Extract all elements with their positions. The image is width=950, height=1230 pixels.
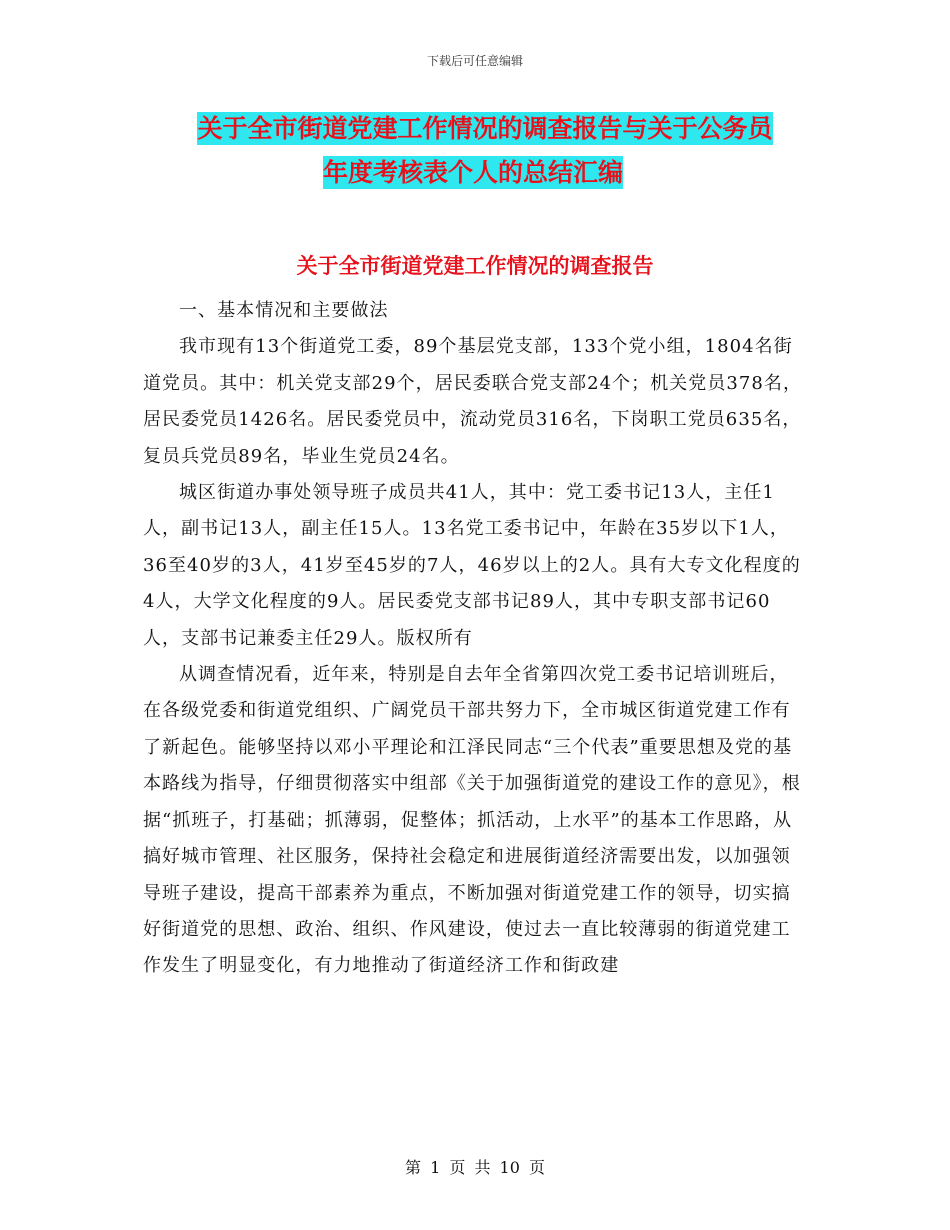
title-line-2-text: 年度考核表个人的总结汇编 <box>322 158 623 187</box>
document-title-line-2 <box>0 156 948 190</box>
document-body <box>143 293 803 985</box>
document-title-line-1 <box>10 112 950 146</box>
paragraph: 城区街道办事处领导班子成员共41人，其中：党工委书记13人，主任1人，副书记13人，副主任15人。13名党工委书记中，年龄在35岁以下1人，36至40岁的3人，41岁至45岁的7人，46岁以上的2人。具有大专文化程度的4人，大学文化程度的9人。居民委党支部书记89人，其中专职支部书记60人，支部书记兼委主任29人。版权所有 <box>143 482 801 649</box>
section-title: 关于全市街道党建工作情况的调查报告 <box>296 253 654 278</box>
page-header: 下载后可任意编辑 <box>426 54 523 68</box>
page-footer: 第 1 页 共 10 页 <box>405 1158 545 1177</box>
paragraph: 从调查情况看，近年来，特别是自去年全省第四次党工委书记培训班后，在各级党委和街道党组织、广阔党员干部共努力下，全市城区街道党建工作有了新起色。能够坚持以邓小平理论和江泽民同志“三个代表”重要思想及党的基本路线为指导，仔细贯彻落实中组部《关于加强街道党的建设工作的意见》，根据“抓班子，打基础；抓薄弱，促整体；抓活动，上水平”的基本工作思路，从搞好城市管理、社区服务，保持社会稳定和进展街道经济需要出发，以加强领导班子建设，提高干部素养为重点，不断加强对街道党建工作的领导，切实搞好街道党的思想、政治、组织、作风建设，使过去一直比较薄弱的街道党建工作发生了明显变化，有力地推动了街道经济工作和街政建 <box>143 664 801 977</box>
title-line-1-text: 关于全市街道党建工作情况的调查报告与关于公务员 <box>197 114 773 143</box>
section-heading: 一、基本情况和主要做法 <box>179 300 389 321</box>
paragraph: 我市现有13个街道党工委，89个基层党支部，133个党小组，1804名街道党员。其中：机关党支部29个，居民委联合党支部24个；机关党员378名，居民委党员1426名。居民委党员中，流动党员316名，下岗职工党员635名，复员兵党员89名，毕业生党员24名。 <box>143 336 803 467</box>
